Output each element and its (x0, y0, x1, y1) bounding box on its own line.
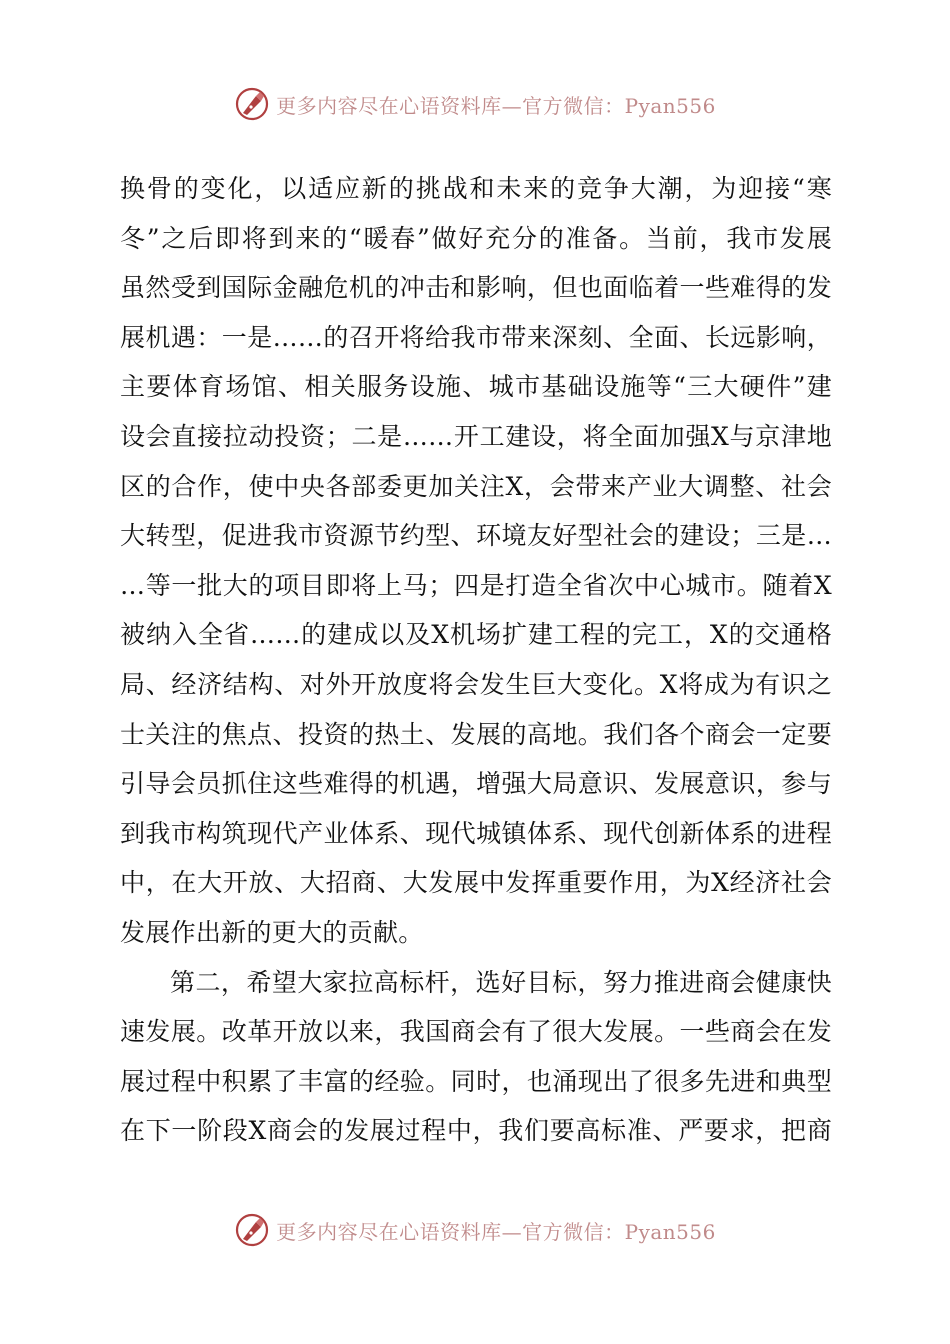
text-line: 第二，希望大家拉高标杆，选好目标，努力推进商会健康快 (170, 967, 832, 997)
text-line: 局、经济结构、对外开放度将会发生巨大变化。X将成为有识之 (120, 669, 832, 699)
pen-nib-logo-icon (234, 1212, 270, 1248)
text-line: 中，在大开放、大招商、大发展中发挥重要作用，为X经济社会 (120, 868, 832, 898)
text-line: 换骨的变化，以适应新的挑战和未来的竞争大潮，为迎接“寒 (120, 174, 832, 203)
watermark-text: 更多内容尽在心语资料库—官方微信：Pyan556 (276, 93, 716, 118)
document-body (120, 164, 832, 1156)
text-line: 区的合作，使中央各部委更加关注X，会带来产业大调整、社会 (120, 471, 832, 501)
text-line: 到我市构筑现代产业体系、现代城镇体系、现代创新体系的进程 (120, 818, 832, 848)
header-watermark (0, 84, 950, 124)
text-line: 设会直接拉动投资；二是……开工建设，将全面加强X与京津地 (120, 421, 832, 451)
text-line: 在下一阶段X商会的发展过程中，我们要高标准、严要求，把商 (120, 1116, 832, 1146)
text-line: 展机遇：一是……的召开将给我市带来深刻、全面、长远影响， (120, 322, 832, 352)
text-line: 引导会员抓住这些难得的机遇，增强大局意识、发展意识，参与 (120, 769, 832, 799)
text-line: 主要体育场馆、相关服务设施、城市基础设施等“三大硬件”建 (120, 372, 832, 402)
text-line: 冬”之后即将到来的“暖春”做好充分的准备。当前，我市发展 (120, 223, 832, 253)
text-line: 士关注的焦点、投资的热土、发展的高地。我们各个商会一定要 (120, 719, 832, 749)
text-line: 被纳入全省……的建成以及X机场扩建工程的完工，X的交通格 (120, 620, 832, 650)
text-line: 速发展。改革开放以来，我国商会有了很大发展。一些商会在发 (120, 1017, 832, 1047)
pen-nib-logo-icon (234, 86, 270, 122)
text-line: 展过程中积累了丰富的经验。同时，也涌现出了很多先进和典型 (120, 1066, 832, 1096)
text-line: 虽然受到国际金融危机的冲击和影响，但也面临着一些难得的发 (120, 273, 832, 303)
text-line: 大转型，促进我市资源节约型、环境友好型社会的建设；三是… (120, 521, 832, 551)
text-line: …等一批大的项目即将上马；四是打造全省次中心城市。随着X (120, 570, 832, 600)
footer-watermark (0, 1210, 950, 1250)
watermark-text: 更多内容尽在心语资料库—官方微信：Pyan556 (276, 1219, 716, 1244)
text-line: 发展作出新的更大的贡献。 (120, 917, 424, 947)
